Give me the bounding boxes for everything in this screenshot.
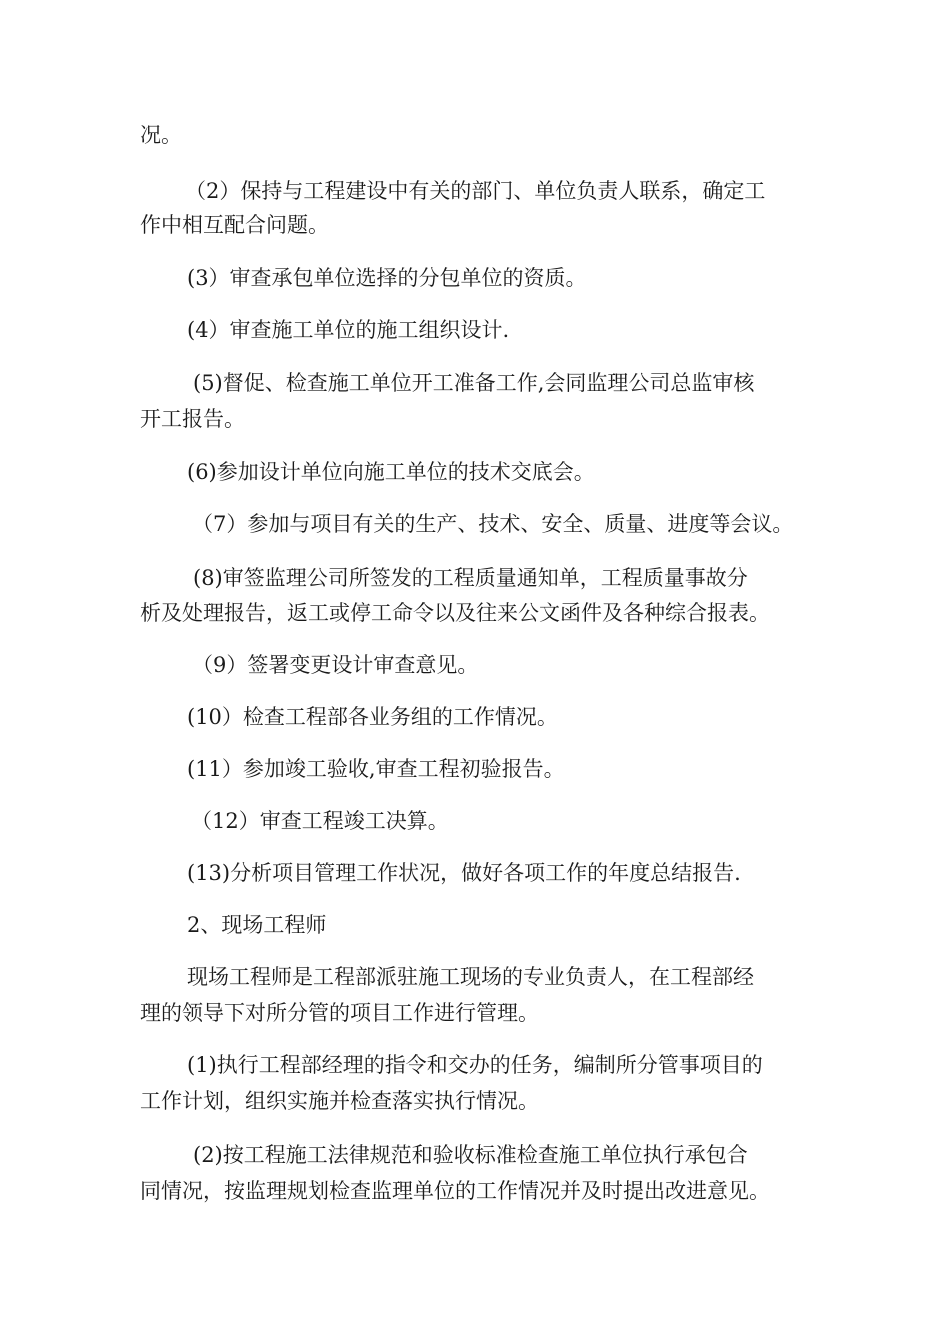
text-line: 作中相互配合问题。 xyxy=(140,213,329,237)
section-heading: 2、现场工程师 xyxy=(187,913,327,937)
text-line: (11）参加竣工验收,审查工程初验报告。 xyxy=(187,757,565,781)
text-line: （7）参加与项目有关的生产、技术、安全、质量、进度等会议。 xyxy=(192,512,794,536)
text-line: 开工报告。 xyxy=(140,407,245,431)
text-line: (8)审签监理公司所签发的工程质量通知单，工程质量事故分 xyxy=(193,566,748,590)
text-line: 现场工程师是工程部派驻施工现场的专业负责人，在工程部经 xyxy=(187,965,754,989)
text-line: （12）审查工程竣工决算。 xyxy=(191,809,449,833)
text-line: （9）签署变更设计审查意见。 xyxy=(192,653,479,677)
text-line: 同情况，按监理规划检查监理单位的工作情况并及时提出改进意见。 xyxy=(140,1179,770,1203)
text-line: 工作计划，组织实施并检查落实执行情况。 xyxy=(140,1089,539,1113)
text-line: (6)参加设计单位向施工单位的技术交底会。 xyxy=(187,460,595,484)
text-line: (1)执行工程部经理的指令和交办的任务，编制所分管事项目的 xyxy=(187,1053,763,1077)
text-line: 况。 xyxy=(140,123,182,147)
text-line: (4）审查施工单位的施工组织设计. xyxy=(187,318,510,342)
text-line: (2)按工程施工法律规范和验收标准检查施工单位执行承包合 xyxy=(193,1143,748,1167)
text-line: 理的领导下对所分管的项目工作进行管理。 xyxy=(140,1001,539,1025)
text-line: (5)督促、检查施工单位开工准备工作,会同监理公司总监审核 xyxy=(193,371,755,395)
text-line: (13)分析项目管理工作状况，做好各项工作的年度总结报告. xyxy=(187,861,741,885)
text-line: (3）审查承包单位选择的分包单位的资质。 xyxy=(187,266,587,290)
text-line: （2）保持与工程建设中有关的部门、单位负责人联系，确定工 xyxy=(185,179,766,203)
text-line: 析及处理报告，返工或停工命令以及往来公文函件及各种综合报表。 xyxy=(140,601,770,625)
text-line: (10）检查工程部各业务组的工作情况。 xyxy=(187,705,558,729)
